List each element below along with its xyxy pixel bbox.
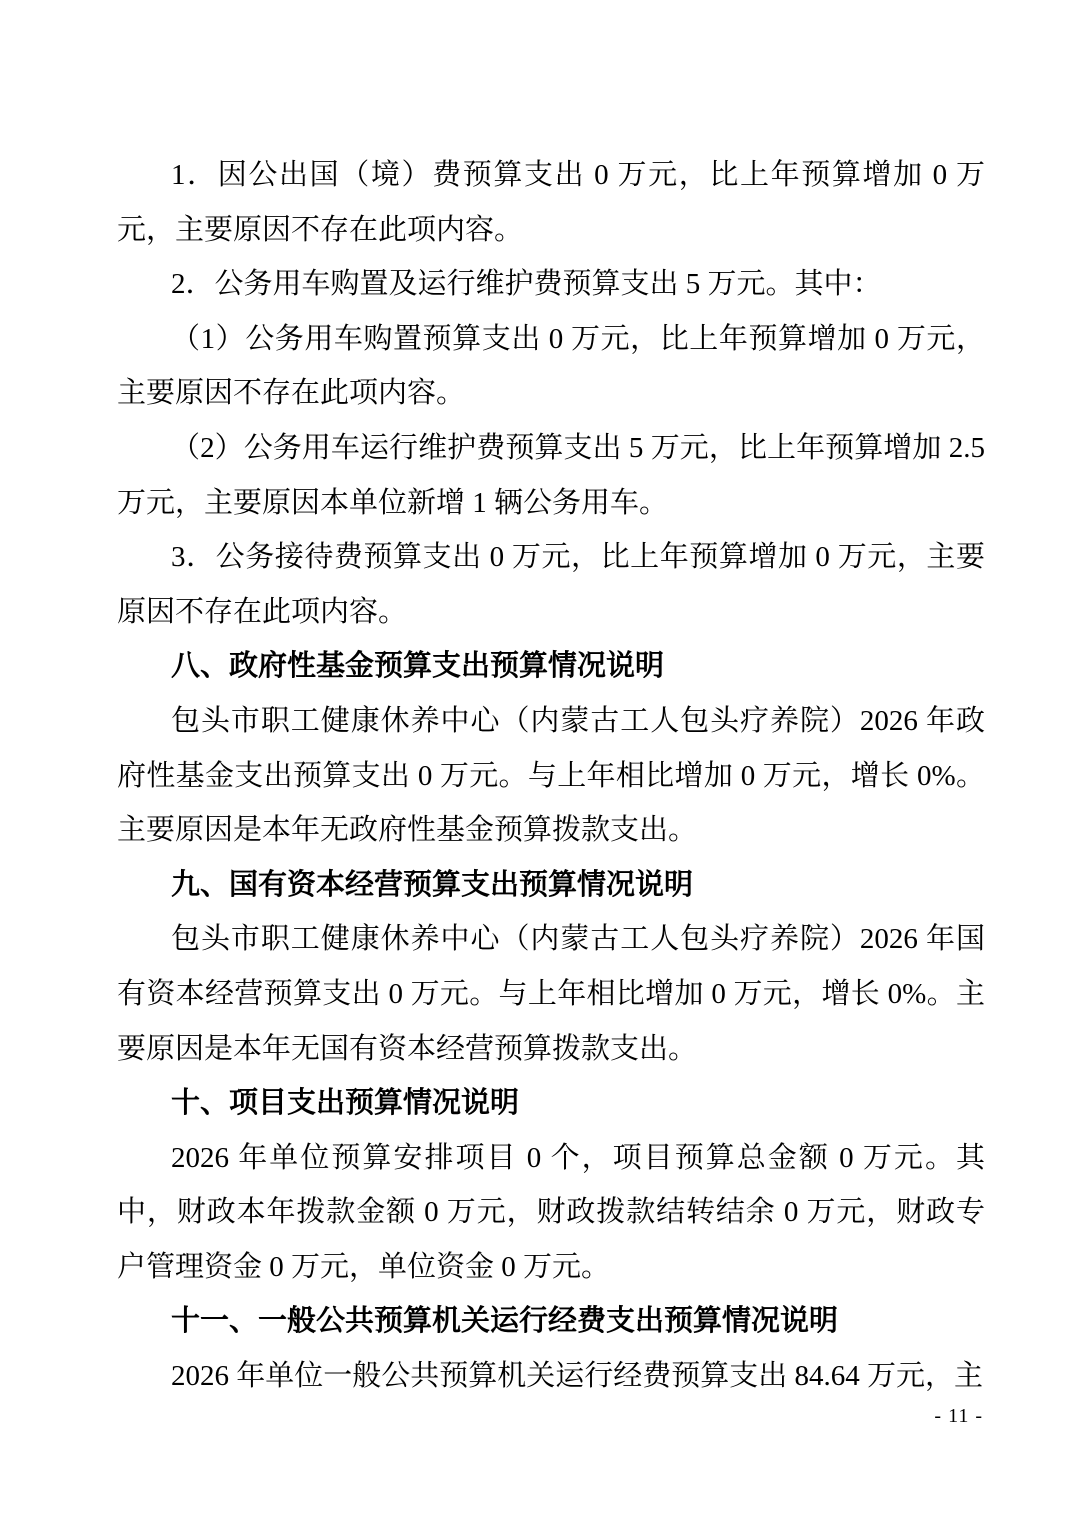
paragraph-travel-abroad: 1．因公出国（境）费预算支出 0 万元，比上年预算增加 0 万元，主要原因不存在此项内容。 bbox=[117, 159, 985, 246]
paragraph-state-capital: 包头市职工健康休养中心（内蒙古工人包头疗养院）2026 年国有资本经营预算支出 0 万元。与上年相比增加 0 万元，增长 0%。主要原因是本年无国有资本经营预算拨款支出。 bbox=[117, 923, 985, 1065]
paragraph-project-budget: 2026 年单位预算安排项目 0 个，项目预算总金额 0 万元。其中，财政本年拨款金额 0 万元，财政拨款结转结余 0 万元，财政专户管理资金 0 万元，单位资金 0 万元。 bbox=[117, 1141, 985, 1283]
page-number: - 11 - bbox=[934, 1405, 983, 1427]
paragraph-vehicle-purchase: （1）公务用车购置预算支出 0 万元，比上年预算增加 0 万元，主要原因不存在此项内容。 bbox=[117, 322, 985, 410]
paragraph-vehicle-maintenance: （2）公务用车运行维护费预算支出 5 万元，比上年预算增加 2.5 万元，主要原因本单位新增 1 辆公务用车。 bbox=[117, 431, 985, 519]
paragraph-operating-expenses: 2026 年单位一般公共预算机关运行经费预算支出 84.64 万元，主 bbox=[171, 1360, 984, 1393]
section-heading-9-state-capital: 九、国有资本经营预算支出预算情况说明 bbox=[171, 868, 694, 901]
section-heading-11-operating-expenses: 十一、一般公共预算机关运行经费支出预算情况说明 bbox=[171, 1305, 839, 1338]
paragraph-government-funds: 包头市职工健康休养中心（内蒙古工人包头疗养院）2026 年政府性基金支出预算支出 0 万元。与上年相比增加 0 万元，增长 0%。主要原因是本年无政府性基金预算拨款支出。 bbox=[117, 704, 985, 847]
paragraph-official-vehicle: 2．公务用车购置及运行维护费预算支出 5 万元。其中： bbox=[171, 268, 882, 301]
section-heading-10-project-budget: 十、项目支出预算情况说明 bbox=[171, 1087, 520, 1120]
section-heading-8-government-funds: 八、政府性基金预算支出预算情况说明 bbox=[171, 650, 665, 683]
paragraph-official-reception: 3．公务接待费预算支出 0 万元，比上年预算增加 0 万元，主要原因不存在此项内容。 bbox=[117, 541, 985, 628]
document-content bbox=[117, 148, 985, 1404]
